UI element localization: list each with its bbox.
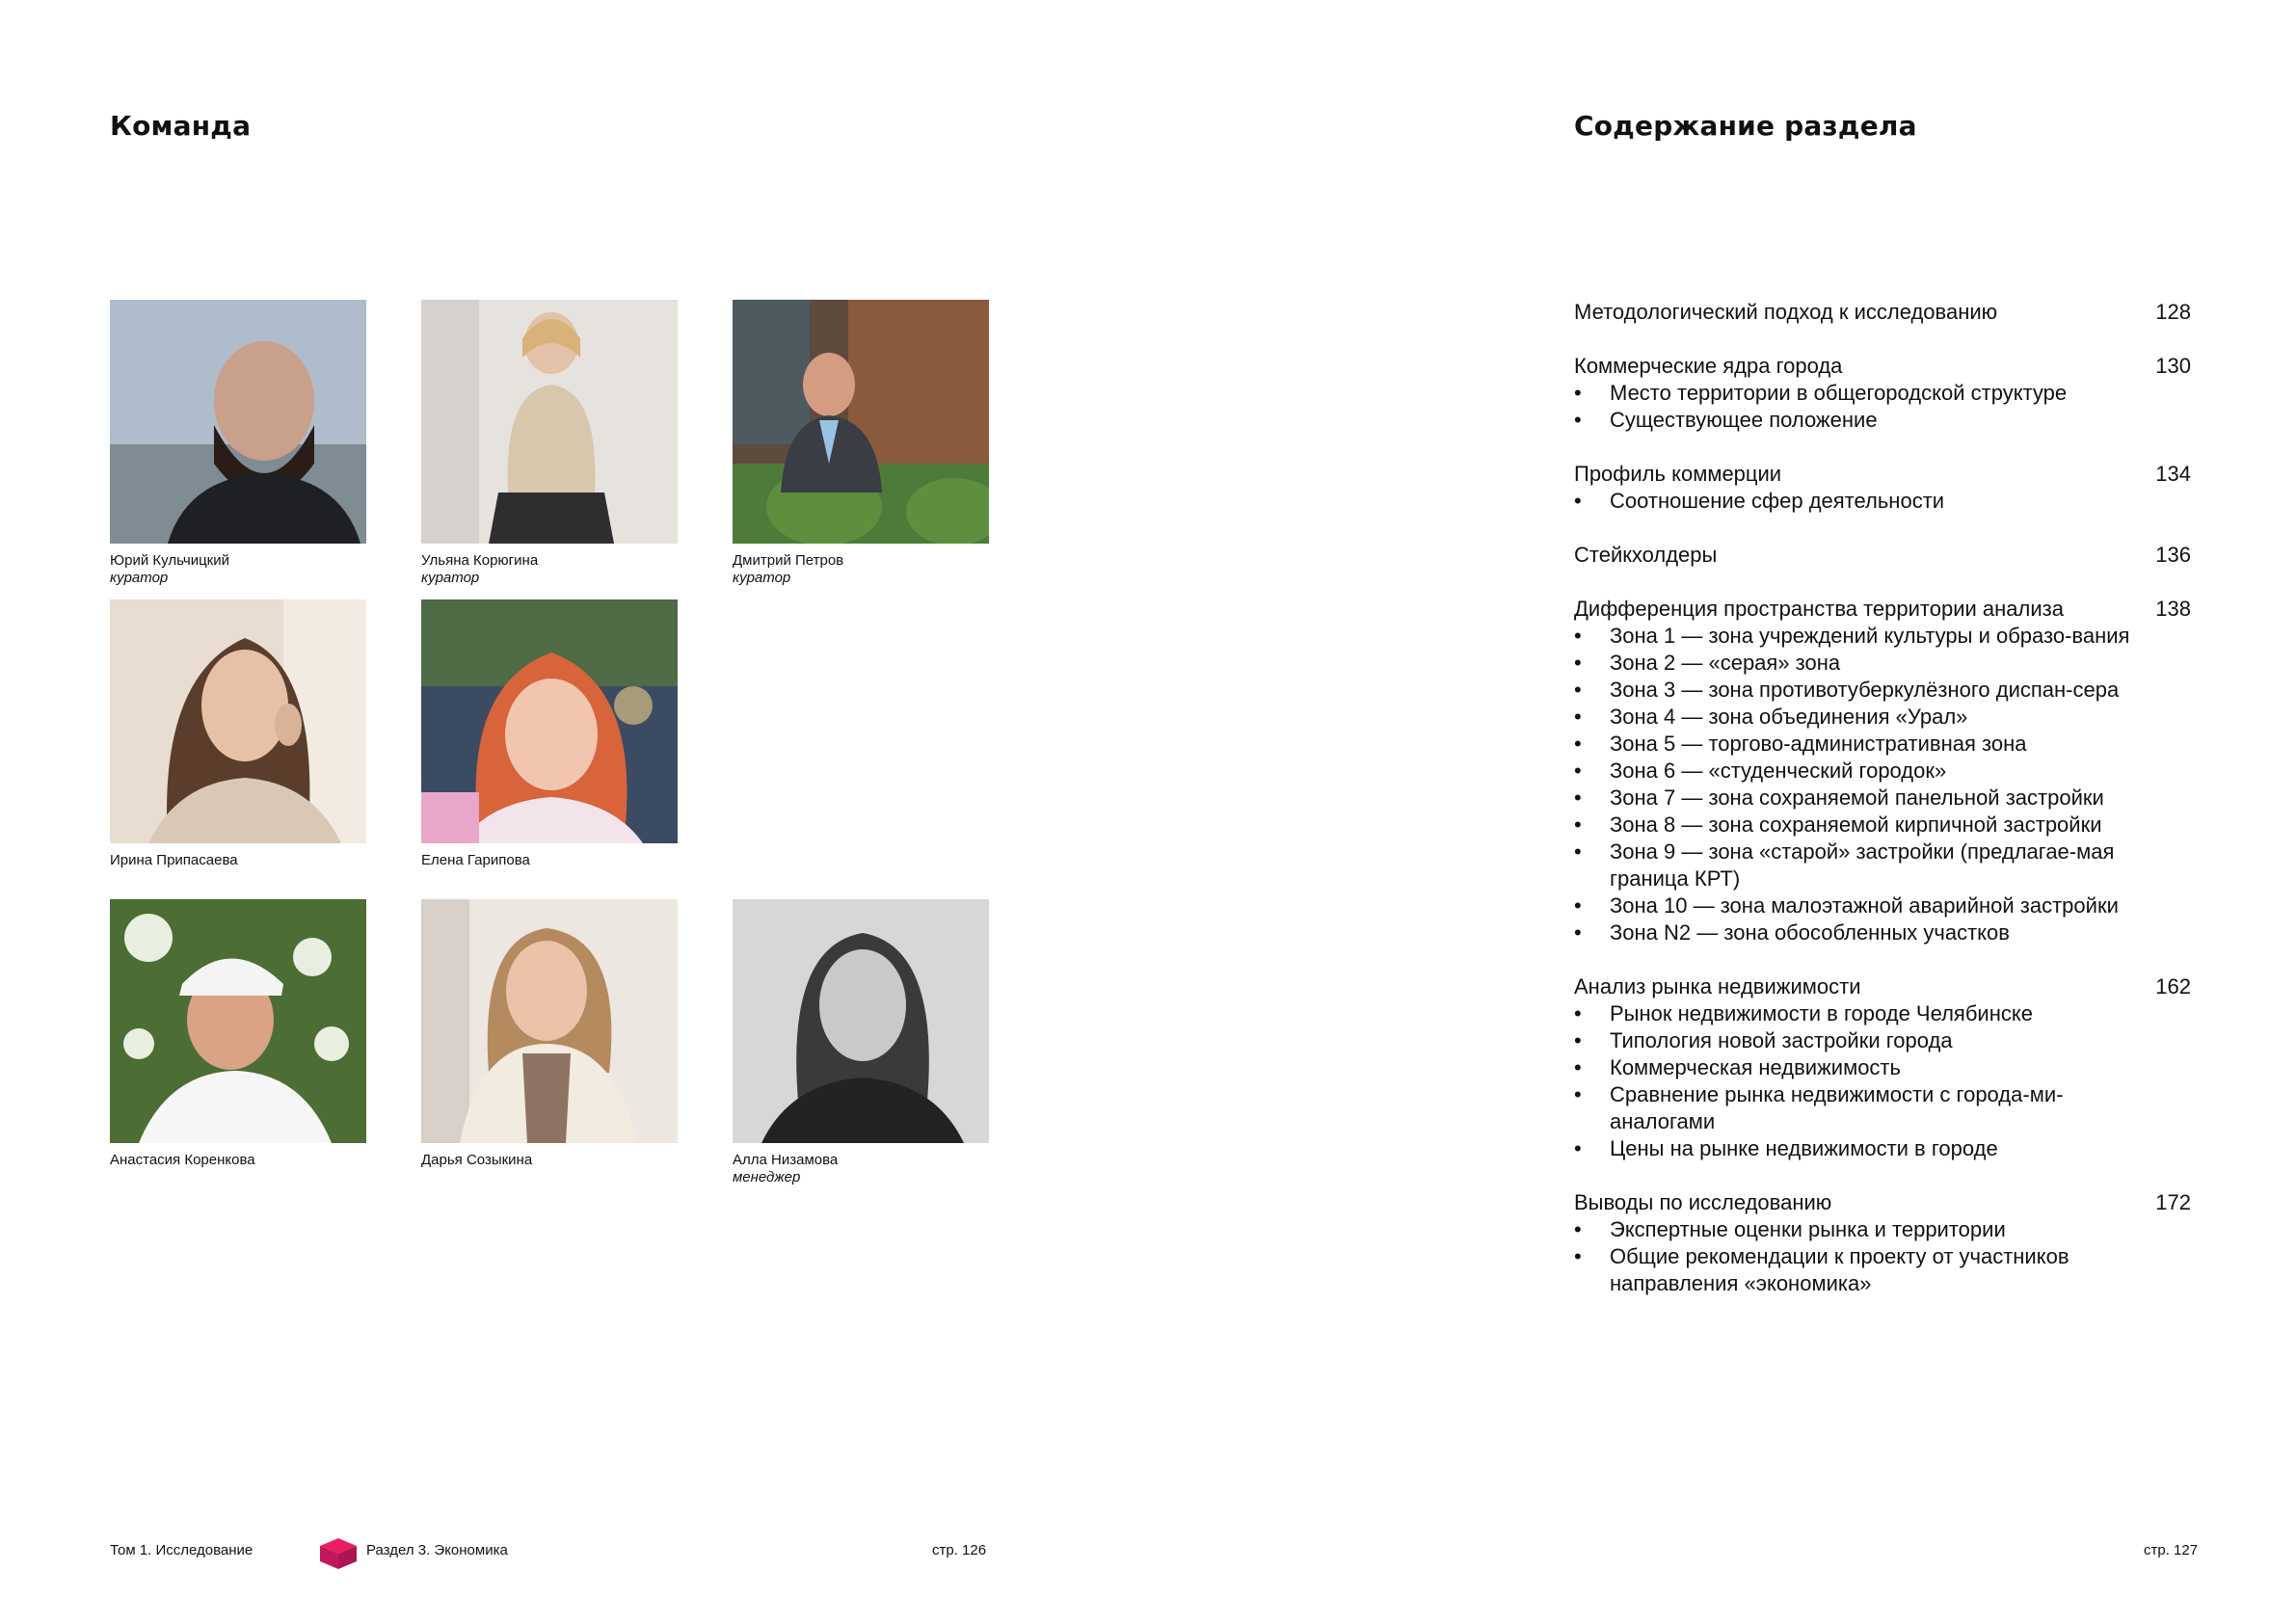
toc-subitem[interactable] bbox=[1574, 704, 2149, 731]
bullet-icon: • bbox=[1574, 408, 1582, 432]
member-name: Ирина Припасаева bbox=[110, 852, 238, 868]
bullet-icon: • bbox=[1574, 651, 1582, 675]
member-name: Елена Гарипова bbox=[421, 852, 530, 868]
toc-subitem[interactable] bbox=[1574, 731, 2149, 758]
toc-subitem-label: Зона 8 — зона сохраняемой кирпичной застройки bbox=[1610, 812, 2102, 837]
bullet-icon: • bbox=[1574, 839, 1582, 864]
toc-entry[interactable] bbox=[1574, 353, 2191, 380]
toc-subitem-label: Существующее положение bbox=[1610, 408, 1878, 432]
toc-subitem[interactable] bbox=[1574, 488, 2149, 515]
toc-entry-page: 138 bbox=[2155, 597, 2191, 621]
bullet-icon: • bbox=[1574, 759, 1582, 783]
toc-subitem-label: Зона 10 — зона малоэтажной аварийной застройки bbox=[1610, 893, 2119, 918]
toc-subitem[interactable] bbox=[1574, 1081, 2149, 1135]
bullet-icon: • bbox=[1574, 1001, 1582, 1025]
team-member bbox=[110, 899, 366, 1169]
toc-subitem-label: Зона 1 — зона учреждений культуры и образо-вания bbox=[1610, 624, 2130, 648]
team-member bbox=[421, 599, 678, 869]
bullet-icon: • bbox=[1574, 624, 1582, 648]
bullet-icon: • bbox=[1574, 705, 1582, 729]
member-photo bbox=[421, 300, 678, 544]
toc-entry-page: 136 bbox=[2155, 543, 2191, 567]
footer-page-number: стр. 126 bbox=[932, 1542, 987, 1558]
toc-subitems bbox=[1574, 623, 2191, 946]
member-name: Анастасия Коренкова bbox=[110, 1152, 255, 1168]
bullet-icon: • bbox=[1574, 1082, 1582, 1106]
member-photo bbox=[733, 899, 989, 1143]
toc-subitem-label: Общие рекомендации к проекту от участников направления «экономика» bbox=[1610, 1244, 2069, 1295]
toc-subitem-label: Соотношение сфер деятельности bbox=[1610, 489, 1945, 513]
bullet-icon: • bbox=[1574, 1028, 1582, 1052]
toc-entry[interactable] bbox=[1574, 461, 2191, 488]
portrait-image bbox=[733, 899, 989, 1143]
bullet-icon: • bbox=[1574, 812, 1582, 837]
bullet-icon: • bbox=[1574, 1244, 1582, 1268]
member-name: Дарья Созыкина bbox=[421, 1152, 533, 1168]
bullet-icon: • bbox=[1574, 785, 1582, 810]
member-name: Дмитрий Петров bbox=[733, 552, 844, 569]
toc-section bbox=[1574, 353, 2191, 434]
team-member bbox=[733, 300, 989, 587]
bullet-icon: • bbox=[1574, 489, 1582, 513]
toc-subitem-label: Зона N2 — зона обособленных участков bbox=[1610, 920, 2010, 945]
toc-subitem[interactable] bbox=[1574, 1054, 2149, 1081]
bullet-icon: • bbox=[1574, 1217, 1582, 1241]
toc-entry[interactable] bbox=[1574, 973, 2191, 1000]
toc-subitem[interactable] bbox=[1574, 1027, 2149, 1054]
team-member bbox=[733, 899, 989, 1186]
member-name: Ульяна Корюгина bbox=[421, 552, 539, 569]
team-grid bbox=[110, 300, 997, 1196]
toc-subitems bbox=[1574, 380, 2191, 434]
toc-subitem-label: Экспертные оценки рынка и территории bbox=[1610, 1217, 2006, 1241]
toc-subitem-label: Цены на рынке недвижимости в городе bbox=[1610, 1136, 1998, 1160]
toc-entry-title: Выводы по исследованию bbox=[1574, 1190, 1832, 1214]
toc-subitem[interactable] bbox=[1574, 407, 2149, 434]
toc-entry-title: Анализ рынка недвижимости bbox=[1574, 974, 1861, 998]
bullet-icon: • bbox=[1574, 1055, 1582, 1079]
toc-subitem-label: Зона 2 — «серая» зона bbox=[1610, 651, 1841, 675]
toc-subitem[interactable] bbox=[1574, 1000, 2149, 1027]
toc-subitem[interactable] bbox=[1574, 919, 2149, 946]
toc-subitem[interactable] bbox=[1574, 677, 2149, 704]
toc-subitem[interactable] bbox=[1574, 1216, 2149, 1243]
contents-heading: Содержание раздела bbox=[1574, 110, 1917, 142]
portrait-image bbox=[421, 899, 678, 1143]
toc-subitem[interactable] bbox=[1574, 758, 2149, 785]
toc-section bbox=[1574, 973, 2191, 1162]
portrait-image bbox=[110, 599, 366, 843]
team-heading: Команда bbox=[110, 110, 252, 142]
team-member bbox=[421, 300, 678, 587]
toc-subitems bbox=[1574, 1000, 2191, 1162]
toc-entry-title: Коммерческие ядра города bbox=[1574, 354, 1843, 378]
team-member bbox=[421, 899, 678, 1169]
toc-subitem[interactable] bbox=[1574, 892, 2149, 919]
toc-entry-title: Профиль коммерции bbox=[1574, 462, 1782, 486]
toc-subitem[interactable] bbox=[1574, 812, 2149, 839]
member-photo bbox=[733, 300, 989, 544]
toc-section bbox=[1574, 1189, 2191, 1297]
toc-entry-page: 128 bbox=[2155, 300, 2191, 324]
toc-entry[interactable] bbox=[1574, 299, 2191, 326]
toc-entry-page: 134 bbox=[2155, 462, 2191, 486]
toc-subitem[interactable] bbox=[1574, 1243, 2149, 1297]
toc-subitems bbox=[1574, 1216, 2191, 1297]
toc-section bbox=[1574, 596, 2191, 946]
toc-subitem-label: Коммерческая недвижимость bbox=[1610, 1055, 1901, 1079]
toc-subitem-label: Место территории в общегородской структуре bbox=[1610, 381, 2068, 405]
member-photo bbox=[110, 899, 366, 1143]
toc-subitem[interactable] bbox=[1574, 650, 2149, 677]
bullet-icon: • bbox=[1574, 732, 1582, 756]
toc-section bbox=[1574, 542, 2191, 569]
bullet-icon: • bbox=[1574, 381, 1582, 405]
toc-subitem-label: Зона 9 — зона «старой» застройки (предлагае-мая граница КРТ) bbox=[1610, 839, 2115, 891]
toc-entry[interactable] bbox=[1574, 596, 2191, 623]
toc-entry-page: 162 bbox=[2155, 974, 2191, 998]
toc-subitem-label: Зона 6 — «студенческий городок» bbox=[1610, 759, 1947, 783]
portrait-image bbox=[421, 300, 678, 544]
bullet-icon: • bbox=[1574, 678, 1582, 702]
toc-subitem-label: Сравнение рынка недвижимости с города-ми-аналогами bbox=[1610, 1082, 2064, 1133]
toc-subitem[interactable] bbox=[1574, 380, 2149, 407]
footer-page-number: стр. 127 bbox=[2144, 1542, 2199, 1558]
member-name: Юрий Кульчицкий bbox=[110, 552, 229, 569]
toc-entry-page: 172 bbox=[2155, 1190, 2191, 1214]
toc-entry[interactable] bbox=[1574, 542, 2191, 569]
toc-entry-title: Дифференция пространства территории анализа bbox=[1574, 597, 2064, 621]
toc-section bbox=[1574, 461, 2191, 515]
member-photo bbox=[110, 599, 366, 843]
member-role: куратор bbox=[110, 570, 169, 586]
toc-subitem[interactable] bbox=[1574, 839, 2149, 892]
member-photo bbox=[421, 899, 678, 1143]
member-name: Алла Низамова bbox=[733, 1152, 839, 1168]
toc-entry[interactable] bbox=[1574, 1189, 2191, 1216]
table-of-contents bbox=[1574, 299, 2191, 1324]
toc-subitem[interactable] bbox=[1574, 785, 2149, 812]
toc-subitems bbox=[1574, 488, 2191, 515]
portrait-image bbox=[733, 300, 989, 544]
toc-subitem-label: Типология новой застройки города bbox=[1610, 1028, 1953, 1052]
toc-section bbox=[1574, 299, 2191, 326]
bullet-icon: • bbox=[1574, 893, 1582, 918]
bullet-icon: • bbox=[1574, 920, 1582, 945]
toc-entry-title: Методологический подход к исследованию bbox=[1574, 300, 1998, 324]
portrait-image bbox=[110, 899, 366, 1143]
member-role: куратор bbox=[421, 570, 480, 586]
team-member bbox=[110, 300, 366, 587]
toc-entry-title: Стейкхолдеры bbox=[1574, 543, 1718, 567]
team-member bbox=[110, 599, 366, 869]
member-role: менеджер bbox=[733, 1169, 801, 1185]
footer-section: Раздел 3. Экономика bbox=[366, 1542, 508, 1558]
footer-volume: Том 1. Исследование bbox=[110, 1542, 254, 1558]
right-page bbox=[1148, 0, 2296, 1624]
member-photo bbox=[421, 599, 678, 843]
toc-subitem-label: Зона 3 — зона противотуберкулёзного диспан-сера bbox=[1610, 678, 2120, 702]
portrait-image bbox=[110, 300, 366, 544]
toc-subitem[interactable] bbox=[1574, 1135, 2149, 1162]
member-role: куратор bbox=[733, 570, 791, 586]
toc-subitem-label: Зона 4 — зона объединения «Урал» bbox=[1610, 705, 1968, 729]
toc-subitem-label: Зона 5 — торгово-административная зона bbox=[1610, 732, 2027, 756]
section-logo-icon bbox=[318, 1536, 359, 1571]
portrait-image bbox=[421, 599, 678, 843]
bullet-icon: • bbox=[1574, 1136, 1582, 1160]
toc-subitem[interactable] bbox=[1574, 623, 2149, 650]
member-photo bbox=[110, 300, 366, 544]
toc-subitem-label: Рынок недвижимости в городе Челябинске bbox=[1610, 1001, 2033, 1025]
toc-entry-page: 130 bbox=[2155, 354, 2191, 378]
toc-subitem-label: Зона 7 — зона сохраняемой панельной застройки bbox=[1610, 785, 2104, 810]
